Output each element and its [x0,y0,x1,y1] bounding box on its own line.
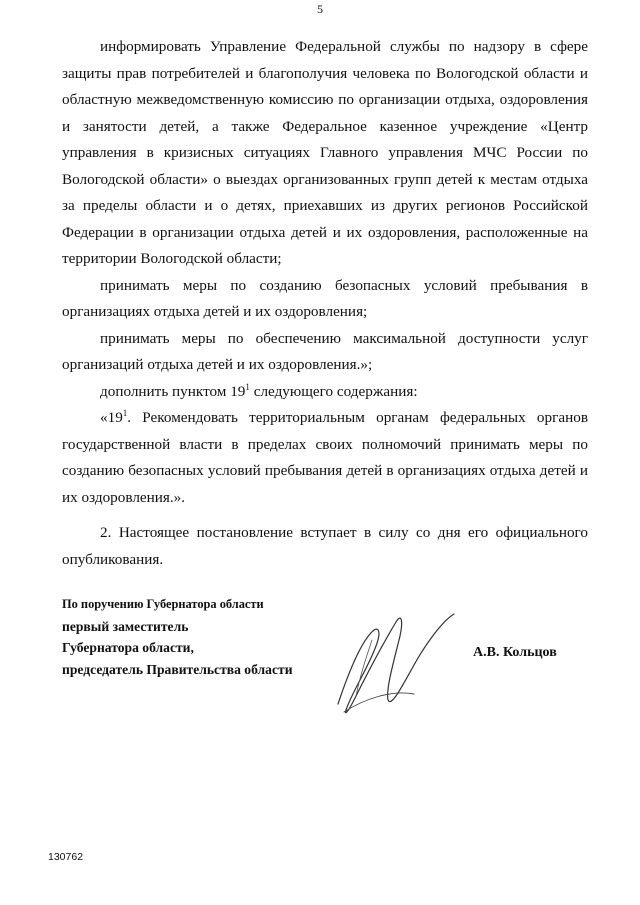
paragraph-amendment [62,379,588,406]
amendment-text-end: следующего содержания: [249,382,418,400]
signature-line-3: Губернатора области, [62,640,194,655]
signature-line-2: первый заместитель [62,618,189,634]
paragraph-accessibility-measures: принимать меры по обеспечению максимальной доступности услуг организаций отдыха детей и их оздоровления.»; [62,329,588,373]
signer-name: А.В. Кольцов [473,645,557,660]
signature-block [62,594,293,680]
document-body [62,34,588,573]
document-code: 130762 [48,851,84,863]
point-number: «19 [100,409,123,426]
page-number: 5 [317,2,323,16]
paragraph-item-2: 2. Настоящее постановление вступает в силу со дня его официального опубликования. [62,524,588,568]
signature-line-1: По поручению Губернатора области [62,597,264,611]
amendment-text: дополнить пунктом 19 [100,382,246,400]
point-superscript: 1 [122,408,128,418]
amendment-superscript: 1 [245,381,250,392]
paragraph-inform: информировать Управление Федеральной службы по надзору в сфере защиты прав потребителей и благополучия человека по Вологодской области и областную межведомственную комиссию по организации отдыха, оздоровления и занятости детей, а также Федеральное казенное учреждение «Центр управления в кризисных ситуациях Главного управления МЧС России по Вологодской области» о выездах организованных групп детей к местам отдыха за пределы области и о детях, приехавших из других регионов Российской Федерации в организации отдыха детей и их оздоровления, расположенные на территории Вологодской области; [62,38,588,267]
paragraph-point-19-1 [62,405,588,511]
handwritten-signature [336,600,464,720]
signature-line-4: председатель Правительства области [62,661,293,677]
point-text: . Рекомендовать территориальным органам федеральных органов государственной власти в пределах своих полномочий принимать меры по созданию безопасных условий пребывания детей в организациях отдыха детей и их оздоровления.». [62,409,588,506]
paragraph-safety-measures: принимать меры по созданию безопасных условий пребывания в организациях отдыха детей и их оздоровления; [62,276,588,320]
